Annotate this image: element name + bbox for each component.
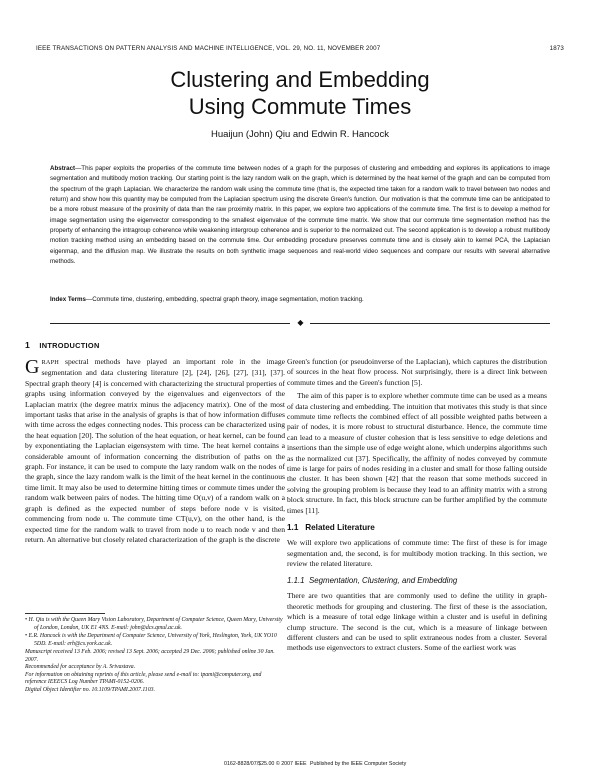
footer-copyright: 0162-8828/07/$25.00 © 2007 IEEE bbox=[224, 761, 307, 767]
title-line-1: Clustering and Embedding bbox=[170, 67, 430, 92]
footnote-author-1: • H. Qiu is with the Queen Mary Vision Laboratory, Department of Computer Science, Queen Mary, University of London, London, UK E1 4NS. E-mail: john@dcs.qmul.ac.uk. bbox=[25, 617, 283, 631]
intro-paragraph-1-continued: Green's function (or pseudoinverse of the Laplacian), which captures the distribution of sources in the heat flow process. Not surprisingly, there is a direct link between commute times and the Green's function [5]. bbox=[287, 357, 547, 387]
subsubsection-title: Segmentation, Clustering, and Embedding bbox=[308, 576, 458, 586]
abstract-label: Abstract bbox=[50, 165, 76, 172]
abstract bbox=[50, 164, 550, 267]
authors: Huaijun (John) Qiu and Edwin R. Hancock bbox=[211, 129, 389, 140]
page-number: 1873 bbox=[549, 45, 564, 52]
footnote-manuscript-received: Manuscript received 13 Feb. 2006; revised 13 Sept. 2006; accepted 29 Dec. 2006; published online 30 Jan. 2007. bbox=[25, 649, 275, 663]
abstract-text: —This paper exploits the properties of the commute time between nodes of a graph for the purposes of clustering and embedding and explores its applications to image segmentation and multibody motion tracking. Our starting point is the lazy random walk on the graph, which is determined by the heat kernel of the graph and can be computed from the spectrum of the graph Laplacian. We characterize the random walk using the commute time (that is, the expected time taken for a random walk to travel between two nodes and return) and show how this quantity may be computed from the Laplacian spectrum using the discrete Green's function. Our motivation is that the commute time can be anticipated to be a more robust measure of the proximity of data than the raw proximity matrix. In this paper, we explore two applications of the commute time. The first is to develop a method for image segmentation using the eigenvector corresponding to the smallest eigenvalue of the commute time matrix. We show that our commute time segmentation method has the property of enhancing the intragroup coherence while weakening intergroup coherence and is superior to the normalized cut. The second application is to develop a robust multibody motion tracking method using an embedding based on the commute time. Our embedding procedure preserves commute time and is closely akin to kernel PCA, the Laplacian eigenmap, and the diffusion map. We illustrate the results on both synthetic image sequences and real-world video sequences and compare our results with several alternative methods. bbox=[50, 165, 550, 266]
section-heading-introduction bbox=[25, 340, 285, 351]
index-terms-text: —Commute time, clustering, embedding, spectral graph theory, image segmentation, motion tracking. bbox=[86, 296, 364, 303]
divider-diamond-icon: ◆ bbox=[297, 318, 304, 327]
subsection-title: Related Literature bbox=[305, 523, 375, 533]
section-number: 1 bbox=[25, 340, 30, 350]
intro-paragraph-1-text: spectral methods have played an important role in the image segmentation and data clustering literature [2], [24], [26], [27], [31], [37]. Spectral graph theory [4] is concerned with characterizing the structural properties of graphs using information conveyed by the eigenvalues and eigenvectors of the Laplacian matrix (the degree matrix minus the adjacency matrix). One of the most important tasks that arise in the analysis of graphs is that of how information diffuses with time across the edges connecting nodes. This process can be characterized using the heat equation [20]. The solution of the heat equation, or heat kernel, can be found by exponentiating the Laplacian eigensystem with time. The heat kernel contains a considerable amount of information concerning the distribution of paths on the graph. For instance, it can be used to compute the lazy random walk on the nodes of the graph, since the lazy random walk is the limit of the heat kernel in the continuous time limit. It may also be used to determine hitting times or commute times under the random walk between pairs of nodes. The hitting time O(u,v) of a random walk on a graph is defined as the expected number of steps before node v is visited, commencing from node u. The commute time CT(u,v), on the other hand, is the expected time for the random walk to travel from node u to reach node v and then return. An alternative but closely related characterization of the graph is the discrete bbox=[25, 357, 285, 544]
divider-rule-right bbox=[310, 323, 550, 324]
related-literature-paragraph: We will explore two applications of commute time: The first of these is for image segmentation and, the second, is for multibody motion tracking. In this section, we review the related literature. bbox=[287, 538, 547, 568]
footer-publisher: Published by the IEEE Computer Society bbox=[310, 761, 407, 767]
footnote-doi: Digital Object Identifier no. 10.1109/TPAMI.2007.1103. bbox=[25, 686, 155, 693]
left-column bbox=[25, 340, 285, 545]
divider-rule-left bbox=[50, 323, 290, 324]
intro-paragraph-2: The aim of this paper is to explore whether commute time can be used as a means of data clustering and embedding. The intuition that motivates this study is that since commute time reflects the combined effect of all possible weighted paths between a pair of nodes, it is more robust to structural disturbance. Hence, the commute time can lead to a measure of cluster cohesion that is less sensitive to edge deletions and insertions than the simple use of edge weight alone, which underpins algorithms such as the normalized cut [37]. Specifically, the affinity of nodes conveyed by commute time is large for pairs of nodes residing in a cluster and small for those falling outside the cluster. It has been shown [42] that the reason that some methods succeed in solving the grouping problem is because they lead to an affinity matrix with a strong block structure. In fact, this block structure can be further amplified by the commute times [11]. bbox=[287, 391, 547, 515]
segmentation-paragraph: There are two quantities that are commonly used to define the utility in graph-theoretic methods for grouping and clustering. The first of these is the association, which is a measure of total edge linkage within a cluster and is useful in defining clump structure. The second is the cut, which is a measure of linkage between different clusters and can be used to split extraneous nodes from a cluster. Several methods use eigenvectors to extract clusters. Some of the earliest work was bbox=[287, 591, 547, 653]
footnote-reprints: For information on obtaining reprints of this article, please send e-mail to: tpami@computer.org, and reference IEEECS Log Number TPAMI-0152-0206. bbox=[25, 671, 262, 686]
subsubsection-heading-segmentation bbox=[287, 576, 547, 586]
section-title: INTRODUCTION bbox=[39, 341, 100, 350]
title-line-2: Using Commute Times bbox=[188, 94, 412, 119]
footnote-rule bbox=[25, 613, 105, 614]
subsubsection-number: 1.1.1 bbox=[287, 576, 305, 586]
footnote-author-2: • E.R. Hancock is with the Department of Computer Science, University of York, Heslington, York, UK YO10 5DD. E-mail: erh@cs.york.ac.uk. bbox=[25, 633, 277, 647]
drop-cap-continuation: RAPH bbox=[41, 359, 60, 366]
journal-running-head: IEEE TRANSACTIONS ON PATTERN ANALYSIS AND MACHINE INTELLIGENCE, VOL. 29, NO. 11, NOVEMBER 2007 bbox=[36, 45, 381, 52]
footnote-recommended: Recommended for acceptance by A. Srivastava. bbox=[25, 664, 136, 671]
subsection-heading-related-literature bbox=[287, 523, 547, 533]
right-column bbox=[287, 357, 547, 654]
intro-paragraph-1 bbox=[25, 357, 285, 545]
drop-cap: G bbox=[25, 356, 40, 378]
paper-title bbox=[0, 66, 600, 120]
footnotes bbox=[25, 617, 283, 694]
subsection-number: 1.1 bbox=[287, 523, 299, 533]
index-terms-label: Index Terms bbox=[50, 296, 86, 303]
index-terms bbox=[50, 295, 550, 305]
